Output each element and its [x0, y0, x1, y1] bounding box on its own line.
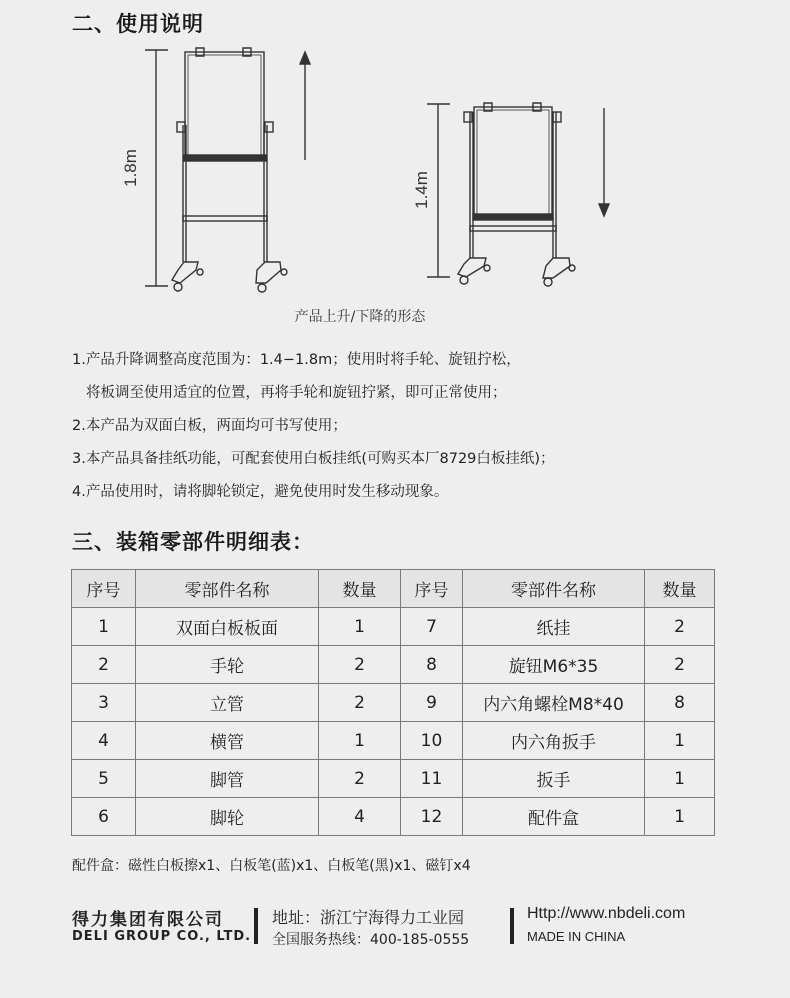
whiteboard-stand-raised-illustration — [145, 48, 310, 292]
header-part-name: 零部件名称 — [136, 570, 319, 608]
table-cell: 内六角扳手 — [463, 722, 645, 760]
table-cell: 11 — [401, 760, 463, 798]
table-cell: 2 — [319, 646, 401, 684]
table-cell: 脚管 — [136, 760, 319, 798]
company-name-cn: 得力集团有限公司 — [72, 910, 224, 930]
made-in-label: MADE IN CHINA — [527, 929, 626, 944]
table-row — [72, 722, 715, 760]
table-cell: 6 — [72, 798, 136, 836]
instruction-line-1-cont: 将板调至使用适宜的位置，再将手轮和旋钮拧紧，即可正常使用； — [86, 385, 507, 401]
table-cell: 1 — [72, 608, 136, 646]
table-cell: 1 — [645, 760, 715, 798]
parts-list-table — [71, 569, 715, 836]
table-cell: 扳手 — [463, 760, 645, 798]
table-cell: 9 — [401, 684, 463, 722]
figure-caption: 产品上升/下降的形态 — [294, 309, 426, 325]
company-name-en: DELI GROUP CO., LTD. — [72, 929, 252, 944]
table-cell: 8 — [645, 684, 715, 722]
header-index: 序号 — [72, 570, 136, 608]
table-cell: 12 — [401, 798, 463, 836]
table-cell: 2 — [645, 646, 715, 684]
table-cell: 4 — [319, 798, 401, 836]
header-index: 序号 — [401, 570, 463, 608]
instruction-line-2: 2.本产品为双面白板，两面均可书写使用； — [72, 418, 347, 434]
footer-divider — [254, 908, 258, 944]
table-cell: 5 — [72, 760, 136, 798]
website-link[interactable]: Http://www.nbdeli.com — [527, 905, 686, 922]
table-cell: 3 — [72, 684, 136, 722]
table-cell: 7 — [401, 608, 463, 646]
section-title-parts-list: 三、装箱零部件明细表： — [72, 530, 314, 554]
table-cell: 手轮 — [136, 646, 319, 684]
table-cell: 立管 — [136, 684, 319, 722]
table-cell: 1 — [645, 798, 715, 836]
dimension-label-raised: 1.8m — [121, 149, 140, 187]
table-row — [72, 798, 715, 836]
table-row — [72, 760, 715, 798]
table-cell: 配件盒 — [463, 798, 645, 836]
product-height-figure — [0, 40, 720, 310]
table-cell: 1 — [319, 722, 401, 760]
instruction-line-4: 4.产品使用时，请将脚轮锁定，避免使用时发生移动现象。 — [72, 484, 449, 500]
table-row — [72, 646, 715, 684]
table-cell: 2 — [645, 608, 715, 646]
table-cell: 1 — [319, 608, 401, 646]
table-cell: 4 — [72, 722, 136, 760]
table-cell: 横管 — [136, 722, 319, 760]
dimension-label-lowered: 1.4m — [412, 171, 431, 209]
table-cell: 纸挂 — [463, 608, 645, 646]
whiteboard-stand-lowered-illustration — [427, 103, 609, 286]
header-quantity: 数量 — [319, 570, 401, 608]
table-cell: 脚轮 — [136, 798, 319, 836]
table-cell: 旋钮M6*35 — [463, 646, 645, 684]
instruction-line-1: 1.产品升降调整高度范围为：1.4−1.8m；使用时将手轮、旋钮拧松， — [72, 352, 521, 368]
section-title-usage: 二、使用说明 — [72, 12, 204, 36]
table-cell: 10 — [401, 722, 463, 760]
header-quantity: 数量 — [645, 570, 715, 608]
table-cell: 1 — [645, 722, 715, 760]
table-cell: 2 — [319, 760, 401, 798]
table-row — [72, 608, 715, 646]
accessory-box-note: 配件盒：磁性白板擦x1、白板笔(蓝)x1、白板笔(黑)x1、磁钉x4 — [72, 858, 471, 874]
table-cell: 双面白板板面 — [136, 608, 319, 646]
table-row — [72, 684, 715, 722]
table-cell: 2 — [72, 646, 136, 684]
table-cell: 2 — [319, 684, 401, 722]
header-part-name: 零部件名称 — [463, 570, 645, 608]
instruction-line-3: 3.本产品具备挂纸功能，可配套使用白板挂纸(可购买本厂8729白板挂纸)； — [72, 451, 555, 467]
company-address: 地址：浙江宁海得力工业园 — [272, 908, 465, 927]
service-hotline: 全国服务热线：400-185-0555 — [272, 932, 470, 948]
table-header-row — [72, 570, 715, 608]
table-cell: 内六角螺栓M8*40 — [463, 684, 645, 722]
footer-divider — [510, 908, 514, 944]
table-cell: 8 — [401, 646, 463, 684]
